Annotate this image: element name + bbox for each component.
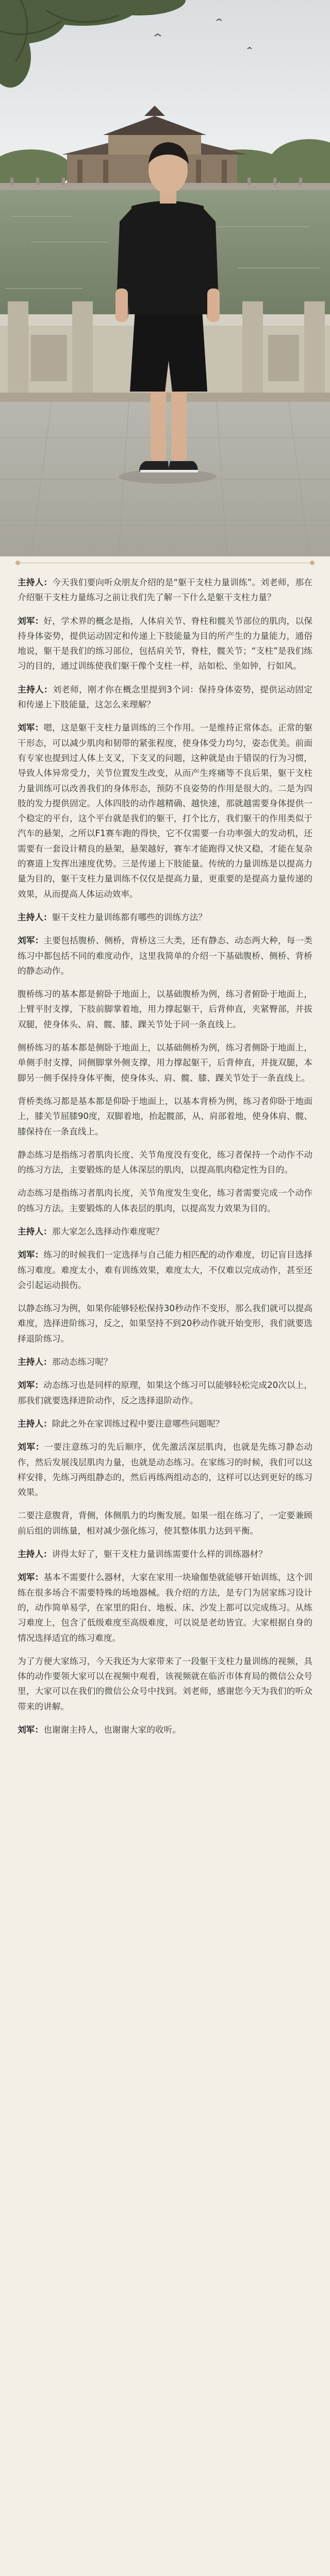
paragraph-text: 一要注意练习的先后顺序，优先激活深层肌肉，也就是先练习静态动作，然后发展浅层肌肉力量，也就是动态练习。在家练习的时候，我们可以这样安排，先练习两组静态的，然后再练两组动态的，这样可以达到更好的练习效果。: [18, 1442, 312, 1498]
paragraph-text: 静态练习是指练习者肌肉长度、关节角度没有变化，练习者保持一个动作不动的练习方法，主要锻炼的是人体深层的肌肉，以提高肌肉稳定性为目的。: [18, 1149, 312, 1175]
paragraph-text: 也谢谢主持人，也谢谢大家的收听。: [43, 1724, 182, 1735]
speaker-label: 刘军：: [18, 1380, 44, 1391]
paragraph-text: 除此之外在家训练过程中要注意哪些问题呢？: [52, 1418, 224, 1429]
paragraph-text: 为了方便大家练习，今天我还为大家带来了一段躯干支柱力量训练的视频，具体的动作要领大家可以在视频中观看，该视频就在临沂市体育局的微信公众号里，大家可以在我们的微信公众号中找到。刘老师，感谢您今天为我们的听众带来的讲解。: [18, 1655, 312, 1711]
article-paragraph: [18, 682, 312, 713]
article-paragraph: [18, 1224, 312, 1239]
article-paragraph: [18, 1439, 312, 1500]
speaker-label: 主持人：: [18, 1357, 52, 1367]
speaker-label: 主持人：: [18, 1226, 52, 1236]
article-paragraph: [18, 1185, 312, 1216]
paragraph-text: 二要注意腹背，背侧，体侧肌力的均衡发展。如果一组在练习了，一定要兼顾前后组的训练量，相对减少强化练习，使其整体肌力达到平衡。: [18, 1510, 312, 1536]
article-paragraph: [18, 1547, 312, 1562]
article-paragraph: [18, 1722, 312, 1737]
speaker-label: 刘军：: [18, 1249, 44, 1260]
article-paragraph: [18, 987, 312, 1032]
article-paragraph: [18, 910, 312, 925]
article-paragraph: [18, 1654, 312, 1714]
article-paragraph: [18, 1508, 312, 1538]
article-paragraph: [18, 1247, 312, 1293]
paragraph-text: 动态练习也是同样的原理，如果这个练习可以能够轻松完成20次以上，那我们就要选择进阶动作，反之选择退阶动作。: [18, 1380, 312, 1405]
paragraph-text: 好，学术界的概念是指，人体肩关节、脊柱和髋关节部位的肌肉，以保持身体姿势，提供运动固定和传递上下肢能量为目的所产生的力量能力，通俗地说，躯干是我们的练习部位，包括肩关节，脊柱，髋关节；“支柱”是我们练习的目的，通过训练使我们躯干像个支柱一样，站如松、坐如钟，行如风。: [18, 615, 312, 671]
article-paragraph: [18, 575, 312, 605]
paragraph-text: 练习的时候我们一定选择与自己能力相匹配的动作难度，切记盲目选择练习难度。难度太小，难有训练效果，难度太大，不仅难以完成动作，甚至还会引起运动损伤。: [18, 1249, 312, 1290]
paragraph-text: 背桥类练习都是基本都是仰卧于地面上，以基本背桥为例，练习者仰卧于地面上，膝关节屈膝90度，双脚着地，抬起髋部，从、肩部着地，使身体肩、髋、膝保持在一条直线上。: [18, 1095, 312, 1137]
article-paragraph: [18, 1147, 312, 1178]
header-photo: [0, 0, 330, 556]
article-paragraph: [18, 1354, 312, 1369]
speaker-label: 主持人：: [18, 577, 53, 587]
speaker-label: 刘军：: [18, 1572, 44, 1583]
speaker-label: 主持人：: [18, 1549, 52, 1560]
speaker-label: 主持人：: [18, 911, 52, 922]
article-paragraph: [18, 1570, 312, 1645]
article-body: [18, 575, 312, 2576]
speaker-label: 刘军：: [18, 615, 44, 626]
coach-standing-in-park-image: [0, 0, 330, 556]
paragraph-text: 腹桥练习的基本都是俯卧于地面上，以基础腹桥为例，练习者俯卧于地面上，上臂平肘支撑，下肢前脚掌着地，用力撑起躯干，后背伸直，夹紧臀部，并拔双腿，使身体头、肩、髋、膝、踝关节处于同一条直线上。: [18, 989, 312, 1029]
paragraph-text: 躯干支柱力量训练都有哪些的训练方法？: [52, 911, 207, 922]
article: [0, 556, 330, 2576]
speaker-label: 刘军：: [18, 722, 44, 733]
article-paragraph: [18, 1094, 312, 1139]
article-paragraph: [18, 614, 312, 674]
paragraph-text: 动态练习是指练习者肌肉长度，关节角度发生变化，练习者需要完成一个动作的练习方法。主要锻炼的人体表层的肌肉，以提高发力效果为目的。: [18, 1188, 312, 1213]
article-paragraph: [18, 1416, 312, 1431]
paragraph-text: 主要包括腹桥、侧桥，背桥这三大类，还有静态、动态两大种，每一类练习中都包括不同的难度动作，这里我简单的介绍一下基础腹桥、侧桥、背桥的静态动作。: [18, 935, 312, 976]
paragraph-text: 今天我们要向听众朋友介绍的是“躯干支柱力量训练”。刘老师，那在介绍躯干支柱力量练习之前让我们先了解一下什么是躯干支柱力量？: [18, 577, 312, 603]
speaker-label: 主持人：: [18, 1418, 52, 1429]
paragraph-text: 那大家怎么选择动作难度呢？: [52, 1226, 164, 1236]
article-paragraph: [18, 720, 312, 902]
article-paragraph: [18, 1378, 312, 1408]
paragraph-text: 刘老师，刚才你在概念里提到3个词：保持身体姿势，提供运动固定和传递上下肢能量，这怎么来理解？: [18, 684, 312, 710]
article-paragraph: [18, 1040, 312, 1086]
paragraph-text: 以静态练习为例，如果你能够轻松保持30秒动作不变形，那么我们就可以提高难度，选择进阶练习，反之，如果坚持不到20秒动作就开始变形，我们就要选择退阶练习。: [18, 1303, 312, 1344]
speaker-label: 刘军：: [18, 1442, 45, 1452]
top-ornament: [0, 560, 330, 567]
paragraph-text: 侧桥练习的基本都是侧卧于地面上，以基础侧桥为例，练习者侧卧于地面上，单侧手肘支撑，同侧脚掌外侧支撑，用力撑起躯干，后背伸直，并拢双腿，本脚另一侧手保持身体平衡，使身体头、肩、髋、膝、踝关节处于一条直线上。: [18, 1042, 312, 1083]
paragraph-text: 那动态练习呢？: [52, 1357, 112, 1367]
paragraph-text: 基本不需要什么器材，大家在家用一块瑜伽垫就能够开始训练，这个训练在很多场合不需要特殊的场地器械。我介绍的方法，是专门为居家练习设计的，动作简单易学，在家里的阳台、地板、床、沙发上都可以完成练习。从练习难度上，包含了低级难度至高级难度，可以说是老幼皆宜。大家根据自身的情况选择适宜的练习难度。: [18, 1572, 312, 1643]
speaker-label: 刘军：: [18, 1724, 44, 1735]
speaker-label: 主持人：: [18, 684, 53, 694]
article-paragraph: [18, 933, 312, 978]
paragraph-text: 讲得太好了，躯干支柱力量训练需要什么样的训练器材？: [52, 1549, 267, 1560]
paragraph-text: 嗯，这是躯干支柱力量训练的三个作用。一是维持正常体态。正常的躯干形态，可以减少肌肉和韧带的紧张程度，使身体受力均匀，姿态优美。前面有专家也提到过人体上支叉，下支叉的问题，这种就是由于错误的行为习惯，导致人体异常受力，关节位置发生改变，从而产生疼痛等不良后果，躯干支柱力量训练可以改善我们的身体形态，预防不良姿势的作用是很大的。二是为四肢的发力提供固定。人体四肢的动作越精确、越快速，那就越需要身体提供一个稳定的平台，这个平台就是我们的躯干，打个比方，我们躯干的作用类似于汽车的悬架，之所以F1赛车跑的得快，它不仅需要一台功率强大的发动机，还需要有一套设计精良的悬架，悬架越好，赛车才能跑得又快又稳，才能在复杂的赛道上发挥出速度优势。三是传递上下肢能量。传统的力量训练是以提高力量为目的，躯干支柱力量训练不仅仅是提高力量，更重要的是提高力量传递的效果，从而提高人体运动效率。: [18, 722, 312, 899]
speaker-label: 刘军：: [18, 935, 44, 946]
article-paragraph: [18, 1301, 312, 1346]
